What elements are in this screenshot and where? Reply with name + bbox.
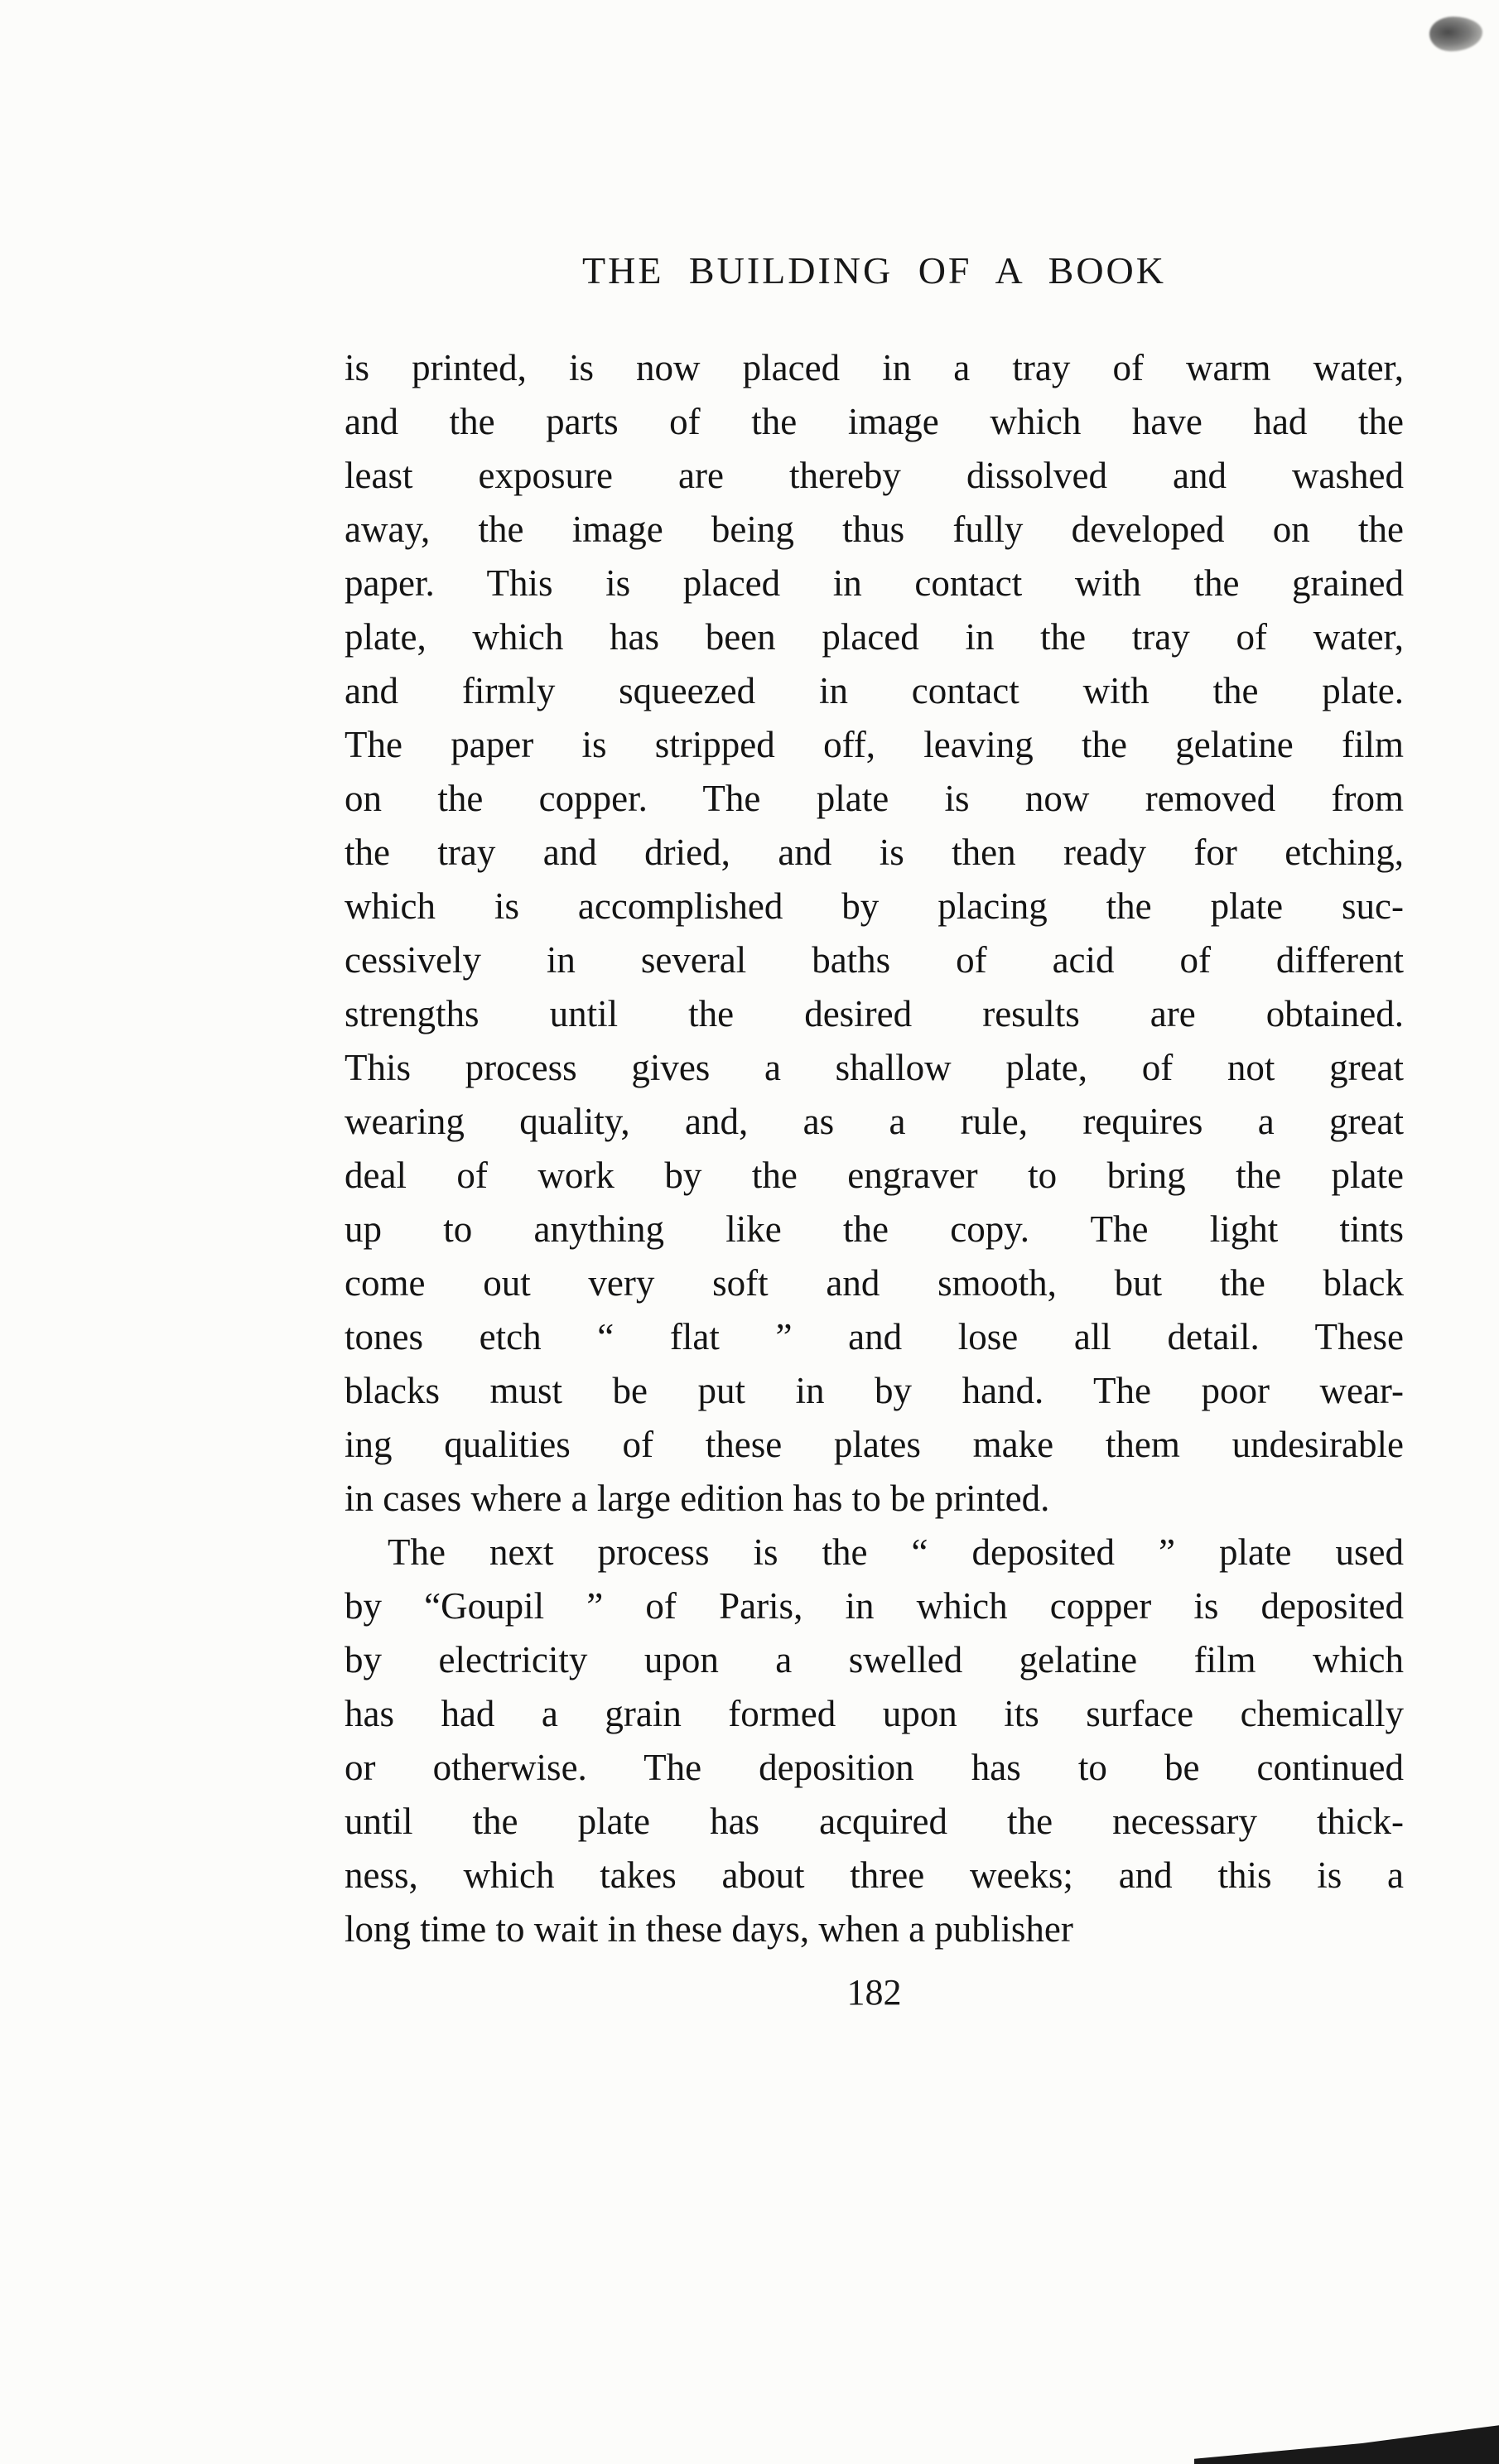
text-line: by “Goupil ” of Paris, in which copper is deposited <box>345 1585 1404 1627</box>
text-line: blacks must be put in by hand. The poor wear- <box>345 1370 1404 1411</box>
page-number: 182 <box>846 1972 902 2013</box>
text-line: least exposure are thereby dissolved and washed <box>345 455 1404 496</box>
text-line: and the parts of the image which have had the <box>345 401 1404 442</box>
text-line: on the copper. The plate is now removed from <box>345 778 1404 819</box>
text-line: cessively in several baths of acid of different <box>345 939 1404 981</box>
text-line: come out very soft and smooth, but the black <box>345 1262 1404 1304</box>
text-line: paper. This is placed in contact with the grained <box>345 562 1404 604</box>
text-line: or otherwise. The deposition has to be continued <box>345 1747 1404 1788</box>
text-line: The paper is stripped off, leaving the gelatine film <box>345 724 1404 765</box>
scan-smudge-top-right <box>1429 17 1482 51</box>
scan-mark-bottom-right <box>1194 2421 1499 2464</box>
text-line: tones etch “ flat ” and lose all detail. These <box>345 1316 1404 1357</box>
text-line: up to anything like the copy. The light tints <box>345 1208 1404 1250</box>
text-line: is printed, is now placed in a tray of warm water, <box>345 347 1404 388</box>
text-line: deal of work by the engraver to bring the plate <box>345 1155 1404 1196</box>
text-line: until the plate has acquired the necessary thick- <box>345 1801 1404 1842</box>
running-header: THE BUILDING OF A BOOK <box>582 249 1166 292</box>
text-line: plate, which has been placed in the tray of water, <box>345 616 1404 658</box>
text-line: by electricity upon a swelled gelatine film which <box>345 1639 1404 1680</box>
text-line: wearing quality, and, as a rule, requires a great <box>345 1101 1404 1142</box>
text-line: the tray and dried, and is then ready for etching, <box>345 832 1404 873</box>
text-line: ing qualities of these plates make them undesirable <box>345 1424 1404 1465</box>
text-line: and firmly squeezed in contact with the plate. <box>345 670 1404 711</box>
body-text <box>345 341 1404 1956</box>
text-line: away, the image being thus fully developed on the <box>345 509 1404 550</box>
text-line: strengths until the desired results are obtained. <box>345 993 1404 1034</box>
text-line: ness, which takes about three weeks; and this is a <box>345 1854 1404 1896</box>
text-line: The next process is the “ deposited ” plate used <box>388 1531 1404 1573</box>
text-line: in cases where a large edition has to be printed. <box>345 1478 1050 1519</box>
text-line: which is accomplished by placing the plate suc- <box>345 885 1404 927</box>
text-line: long time to wait in these days, when a publisher <box>345 1908 1073 1950</box>
text-line: This process gives a shallow plate, of not great <box>345 1047 1404 1088</box>
text-line: has had a grain formed upon its surface chemically <box>345 1693 1404 1734</box>
